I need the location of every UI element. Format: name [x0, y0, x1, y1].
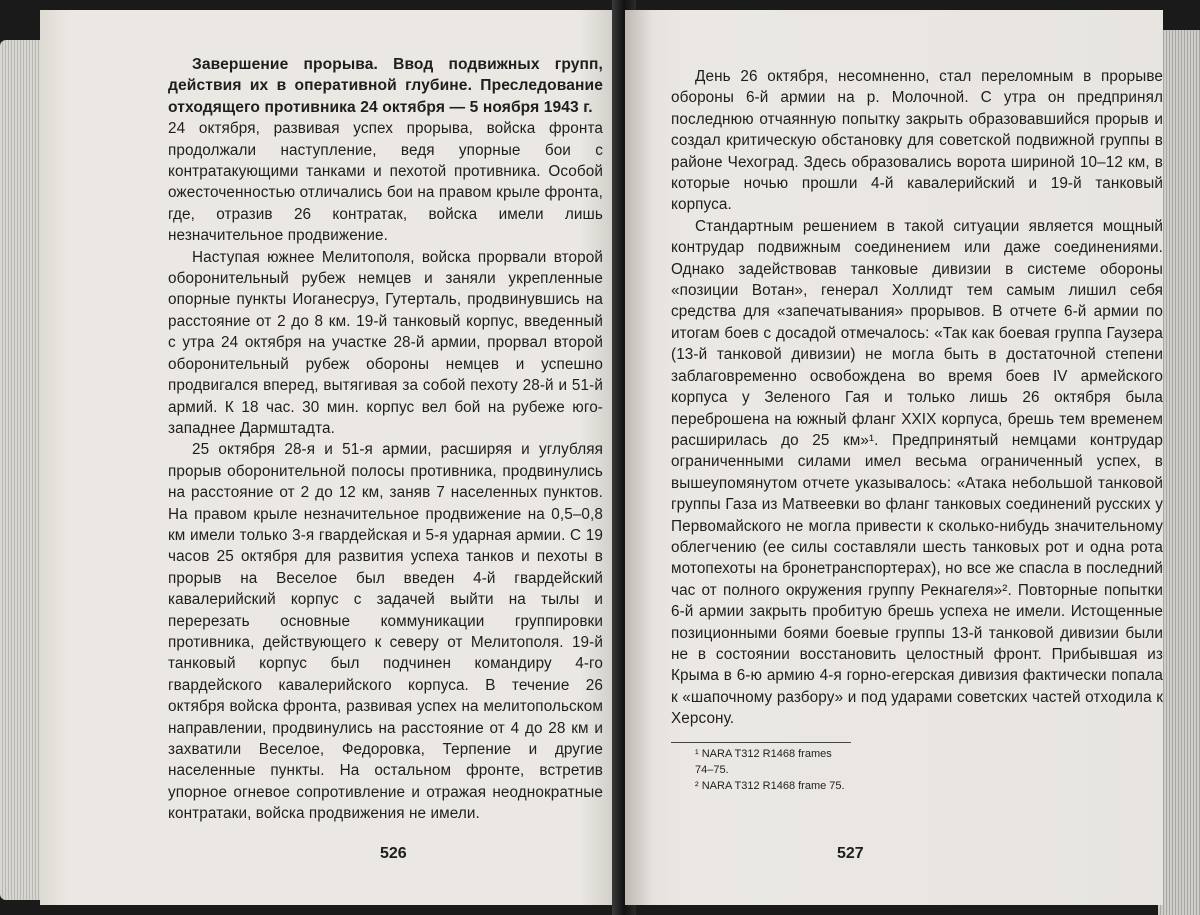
left-page [40, 10, 625, 905]
section-heading: Завершение прорыва. Ввод подвижных групп, действия их в оперативной глубине. Преследование отходящего противника 24 октября — 5 ноября 1943 г. [168, 56, 603, 116]
footnote-1: ¹ NARA T312 R1468 frames 74–75. [695, 747, 832, 776]
left-paragraph-2: Наступая южнее Мелитополя, войска прорвали второй оборонительный рубеж немцев и заняли укрепленные опорные пункты Иоганесруэ, Гутерталь, продвинувшись на расстояние от 2 до 8 км. 19-й танковый корпус, введенный с утра 24 октября на участке 28-й армии, прорвал второй оборонительный рубеж обороны немцев и успешно продвигался вперед, вытягивая за собой пехоту 28-й и 51-й армий. К 18 час. 30 мин. корпус вел бой на рубеже юго-западнее Дармштадта. [168, 248, 603, 437]
right-page [625, 10, 1163, 905]
footnote-2: ² NARA T312 R1468 frame 75. [695, 779, 845, 792]
footnotes [671, 742, 851, 794]
right-paragraph-2b: ¹. Предпринятый немцами контрудар ограниченными силами имел весьма ограниченный успех, в вышеупомянутом отчете указывалось: «Атака небольшой танковой группы Газа из Матвеевки во фланг танковых соединений русских у Первомайского не могла привести к сколько-нибудь значительному облегчению (ее силы составляли шесть танковых рот и одна рота мотопехоты на бронетранспортерах), но все же спасла в последний час от полного окружения группу Рекнагеля» [671, 431, 1163, 599]
left-page-body [168, 54, 603, 825]
right-paragraph-2 [671, 216, 1163, 730]
left-paragraph-3: 25 октября 28-я и 51-я армии, расширяя и углубляя прорыв оборонительной полосы противника, продвинулись на расстояние от 2 до 12 км, заняв 7 населенных пунктов. На правом крыле незначительное продвижение на 0,5–0,8 км имели только 3-я гвардейская и 5-я ударная армии. С 19 часов 25 октября для развития успеха танков и пехоты в прорыв на Веселое был введен 4-й гвардейский кавалерийский корпус с задачей выйти на тылы и перерезать основные коммуникации группировки противника, действующего к северу от Мелитополя. 19-й танковый корпус был подчинен командиру 4-го гвардейского кавалерийского корпуса. В течение 26 октября войска фронта, развивая успех на мелитопольском направлении, продвинулись на расстояние от 4 до 28 км и захватили Веселое, Федоровка, Терпение и другие населенные пункты. На остальном фронте, встретив упорное огневое сопротивление и отражая неоднократные контратаки, войска продвижения не имели. [168, 441, 603, 823]
page-number-right: 527 [837, 845, 864, 862]
left-paragraph-1: 24 октября, развивая успех прорыва, войска фронта продолжали наступление, ведя упорные бои с контратакующими танками и пехотой противника. Особой ожесточенностью отличались бои на правом крыле фронта, где, отразив 26 контратак, войска имели лишь незначительное продвижение. [168, 120, 603, 245]
right-paragraph-2a: Стандартным решением в такой ситуации является мощный контрудар подвижным соединением или даже соединениями. Однако задействовав танковые дивизии в системе обороны «позиции Вотан», генерал Холлидт тем самым лишил себя средства для «запечатывания» прорывов. В отчете 6-й армии по итогам боев с досадой отмечалось: «Так как боевая группа Гаузера (13-й танковой дивизии) не могла быть в достаточной степени заблаговременно освобождена во время боев IV армейского корпуса у Зеленого Гая и только лишь 26 октября была переброшена на южный фланг XXIX корпуса, брешь тем временем расширилась до 25 км» [671, 217, 1163, 449]
right-paragraph-2c: ². Повторные попытки 6-й армии закрыть пробитую брешь успеха не имели. Истощенные позиционными боями боевые группы 13-й танковой дивизии были не в состоянии восстановить целостный фронт. Прибывшая из Крыма в 6-ю армию 4-я горно-егерская дивизия фактически попала к «шапочному разбору» и под ударами советских частей отходила к Херсону. [671, 581, 1163, 728]
page-edges-right [1158, 30, 1200, 915]
page-number-left: 526 [380, 845, 407, 862]
right-paragraph-1: День 26 октября, несомненно, стал переломным в прорыве обороны 6-й армии на р. Молочной. С утра он предпринял последнюю отчаянную попытку закрыть образовавшийся прорыв и создал критическую обстановку для советской подвижной группы в районе Чехоград. Здесь образовались ворота шириной 10–12 км, в которые ночью прошли 4-й кавалерийский и 19-й танковый корпуса. [671, 68, 1163, 214]
right-page-body [671, 66, 1163, 730]
